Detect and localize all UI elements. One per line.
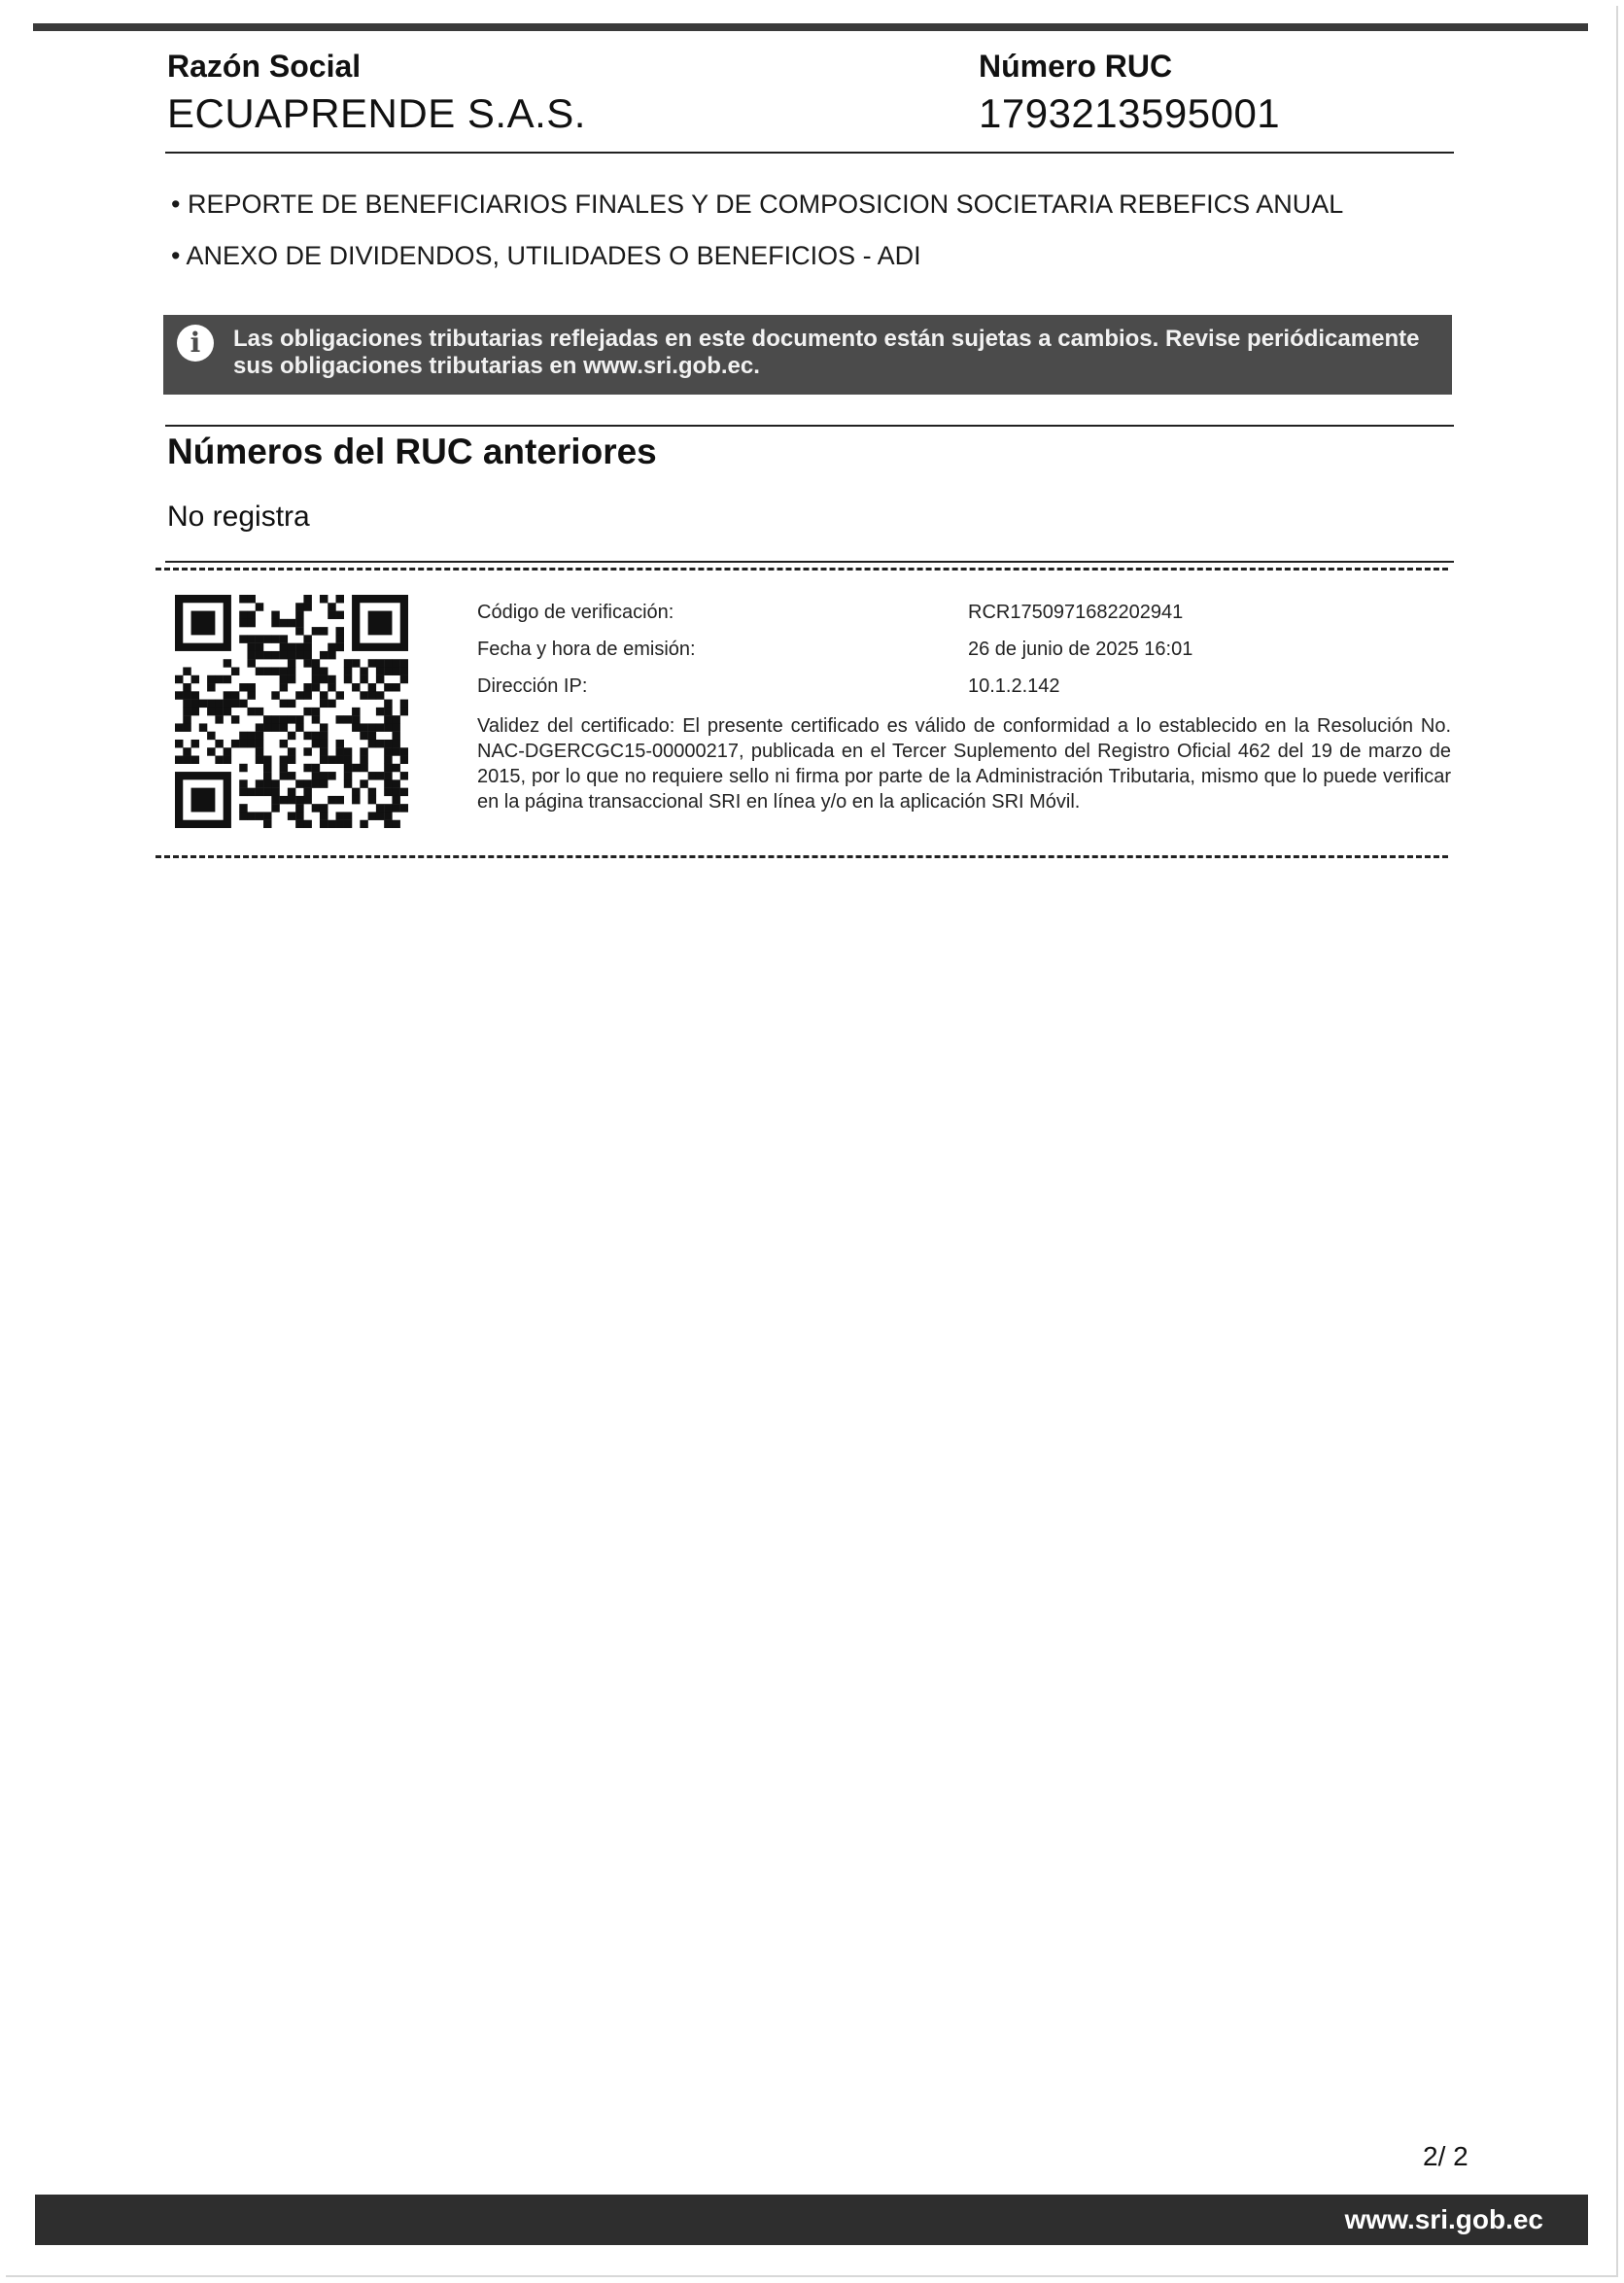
razon-social-label: Razón Social bbox=[167, 49, 362, 84]
verification-value: RCR1750971682202941 bbox=[968, 602, 1184, 623]
validity-text: Validez del certificado: El presente certificado es válido de conformidad a lo establecido en la Resolución No. NAC-DGERCGC15-00000217, publicada en el Tercer Suplemento del Registro Oficial 462 del 19 de marzo de 2015, por lo que no requiere sello ni firma por parte de la Administración Tributaria, mismo que lo puede verificar en la página transaccional SRI en línea y/o en la aplicación SRI Móvil. bbox=[477, 715, 1451, 813]
notice-text: Las obligaciones tributarias reflejadas en este documento están sujetas a cambios. Revise periódicamente sus obligaciones tributarias en www.sri.gob.ec. bbox=[233, 326, 1420, 379]
top-bar bbox=[33, 23, 1588, 31]
section-title: Números del RUC anteriores bbox=[167, 432, 657, 471]
ruc-block bbox=[979, 49, 1280, 137]
razon-social-block bbox=[167, 49, 586, 137]
datetime-label: Fecha y hora de emisión: bbox=[477, 639, 696, 660]
notice-banner bbox=[163, 315, 1452, 395]
dashed-separator-top bbox=[155, 568, 1448, 571]
info-icon: i bbox=[177, 325, 214, 362]
qr-code bbox=[175, 595, 408, 828]
verification-label: Código de verificación: bbox=[477, 602, 674, 623]
razon-social-value: ECUAPRENDE S.A.S. bbox=[167, 90, 586, 136]
section-value: No registra bbox=[167, 501, 310, 533]
header-rule bbox=[165, 152, 1454, 154]
ruc-label: Número RUC bbox=[979, 49, 1173, 84]
section-end-rule bbox=[165, 561, 1454, 563]
ruc-value: 1793213595001 bbox=[979, 90, 1281, 136]
section-rule bbox=[165, 425, 1454, 427]
footer-url: www.sri.gob.ec bbox=[1344, 2204, 1543, 2234]
obligation-item: • REPORTE DE BENEFICIARIOS FINALES Y DE COMPOSICION SOCIETARIA REBEFICS ANUAL bbox=[171, 190, 1344, 219]
dashed-separator-bottom bbox=[155, 855, 1448, 858]
page-number: 2/ 2 bbox=[1423, 2141, 1469, 2171]
datetime-value: 26 de junio de 2025 16:01 bbox=[968, 639, 1193, 660]
ip-label: Dirección IP: bbox=[477, 675, 588, 697]
obligation-item: • ANEXO DE DIVIDENDOS, UTILIDADES O BENEFICIOS - ADI bbox=[171, 241, 921, 270]
ip-value: 10.1.2.142 bbox=[968, 675, 1060, 697]
footer-bar bbox=[35, 2195, 1588, 2245]
